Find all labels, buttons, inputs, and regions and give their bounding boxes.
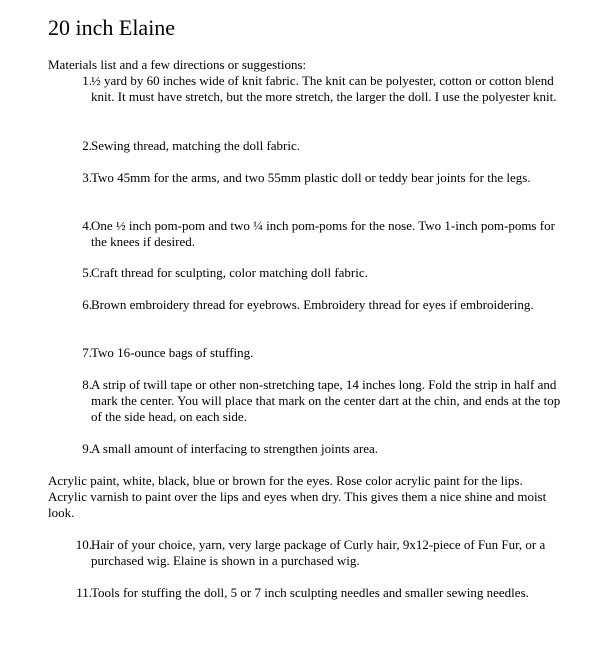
list-item-text: Sewing thread, matching the doll fabric.: [91, 138, 301, 153]
list-item-number: 7.: [82, 345, 92, 360]
list-item-text: Hair of your choice, yarn, very large package of Curly hair, 9x12-piece of Fun Fur, or a purchased wig. Elaine is shown in a purchased wig.: [91, 537, 546, 568]
list-item-number: 5.: [82, 265, 92, 280]
list-item-number: 8.: [82, 377, 92, 392]
paint-paragraph: Acrylic paint, white, black, blue or brown for the eyes. Rose color acrylic paint for the lips. Acrylic varnish to paint over the lips and eyes when dry. This gives them a nice shine and moist look.: [48, 473, 547, 520]
list-item-text: Two 16-ounce bags of stuffing.: [91, 345, 254, 360]
list-item-text: A small amount of interfacing to strengthen joints area.: [91, 441, 379, 456]
list-item-text: One ½ inch pom-pom and two ¼ inch pom-poms for the nose. Two 1-inch pom-poms for the knees if desired.: [91, 218, 555, 249]
document-title: 20 inch Elaine: [48, 15, 176, 40]
intro-line: Materials list and a few directions or suggestions:: [48, 57, 307, 72]
list-item-number: 2.: [82, 138, 92, 153]
list-item-number: 1.: [82, 73, 92, 88]
list-item-text: A strip of twill tape or other non-stretching tape, 14 inches long. Fold the strip in half and mark the center. You will place that mark on the center dart at the chin, and ends at the top of the side head, on each side.: [91, 377, 561, 424]
list-item-number: 10.: [75, 537, 92, 552]
list-item-text: Brown embroidery thread for eyebrows. Embroidery thread for eyes if embroidering.: [91, 297, 534, 312]
list-item-number: 3.: [82, 170, 92, 185]
list-item-number: 6.: [82, 297, 92, 312]
list-item-text: ½ yard by 60 inches wide of knit fabric. The knit can be polyester, cotton or cotton blend knit. It must have stretch, but the more stretch, the larger the doll. I use the polyester knit.: [91, 73, 557, 104]
list-item-number: 4.: [82, 218, 92, 233]
list-item-number: 11.: [76, 585, 92, 600]
list-item-number: 9.: [82, 441, 92, 456]
list-item-text: Two 45mm for the arms, and two 55mm plastic doll or teddy bear joints for the legs.: [91, 170, 531, 185]
list-item-text: Tools for stuffing the doll, 5 or 7 inch sculpting needles and smaller sewing needles.: [91, 585, 529, 600]
list-item-text: Craft thread for sculpting, color matching doll fabric.: [91, 265, 368, 280]
